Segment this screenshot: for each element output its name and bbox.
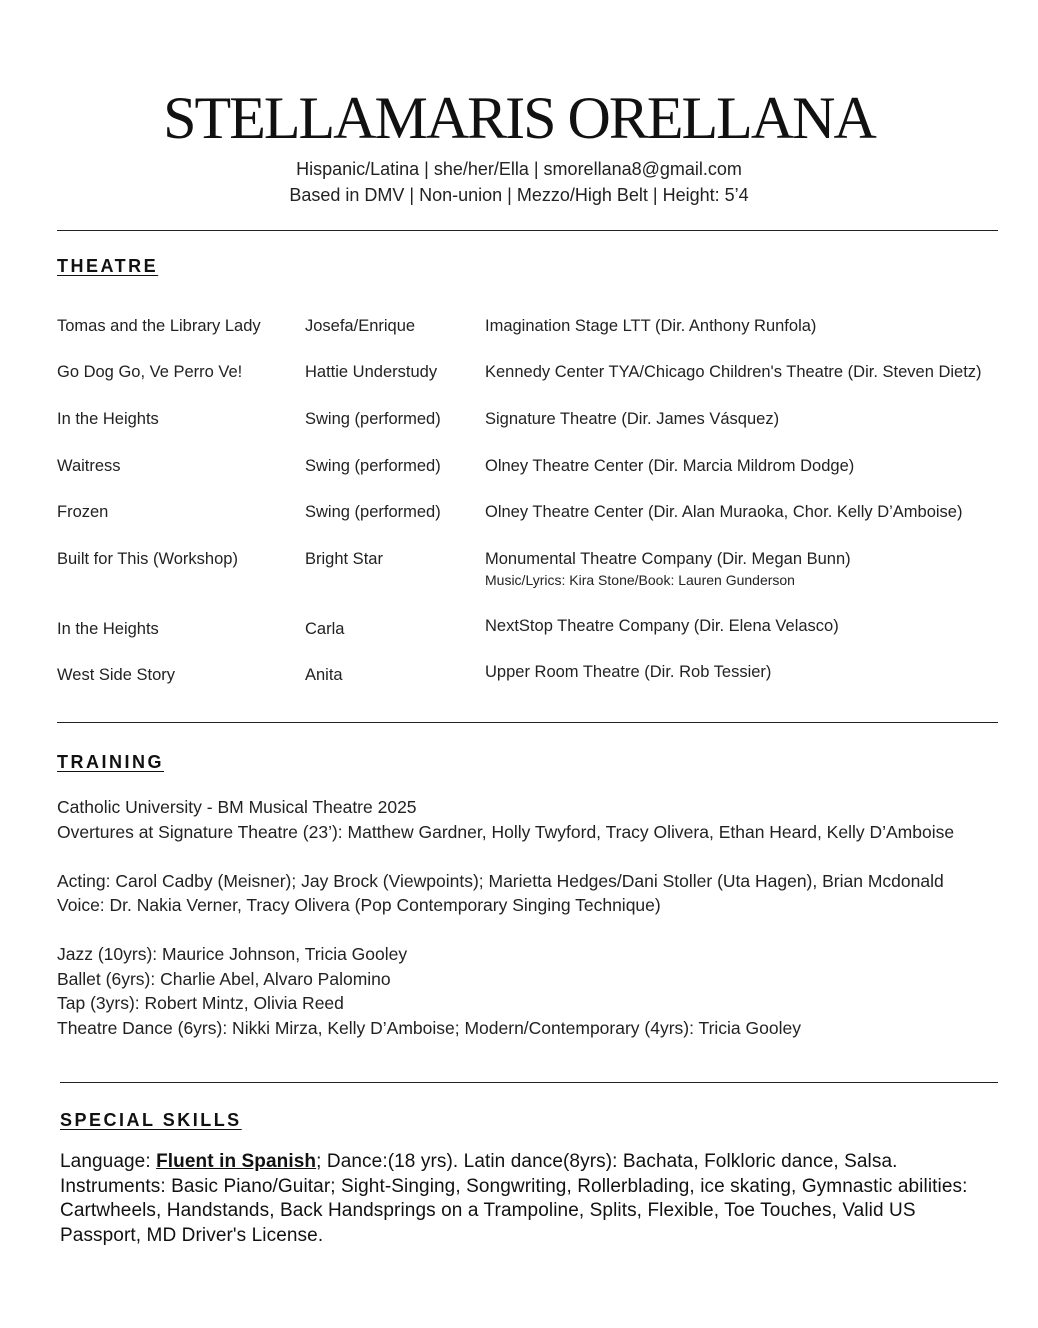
- credit-venue-text: Olney Theatre Center (Dir. Marcia Mildrom Dodge): [485, 457, 855, 475]
- credit-row: [57, 408, 1007, 448]
- credit-show: Waitress: [57, 457, 121, 475]
- training-block: [57, 795, 997, 1040]
- credit-venue-text: Olney Theatre Center (Dir. Alan Muraoka, Chor. Kelly D’Amboise): [485, 503, 963, 521]
- training-line: Voice: Dr. Nakia Verner, Tracy Olivera (Pop Contemporary Singing Technique): [57, 895, 661, 915]
- credit-role: Swing (performed): [305, 457, 441, 475]
- credit-role: Carla: [305, 620, 345, 638]
- credit-venue: [485, 361, 982, 383]
- credit-venue: [485, 661, 771, 683]
- theatre-heading: THEATRE: [57, 256, 159, 276]
- credit-show: Built for This (Workshop): [57, 550, 238, 568]
- divider: [60, 1082, 998, 1083]
- training-heading: TRAINING: [57, 752, 164, 772]
- credit-show: In the Heights: [57, 410, 159, 428]
- credit-note: Music/Lyrics: Kira Stone/Book: Lauren Gunderson: [485, 572, 795, 588]
- skills-language-value: Fluent in Spanish: [156, 1151, 317, 1172]
- credit-venue: [485, 455, 854, 477]
- skills-details: ; Dance:(18 yrs). Latin dance(8yrs): Bachata, Folkloric dance, Salsa. Instruments: Basic Piano/Guitar; Sight-Singing, Songwriting, Rollerblading, ice skating, Gymnastic abilities: Cartwheels, Handstands, Back Handsprings on a Trampoline, Splits, Flexible, Toe Touches, Valid US Passport, MD Driver's License.: [60, 1151, 968, 1247]
- divider: [57, 722, 998, 723]
- credit-show: Go Dog Go, Ve Perro Ve!: [57, 363, 243, 381]
- credit-venue-text: Kennedy Center TYA/Chicago Children's Theatre (Dir. Steven Dietz): [485, 363, 982, 381]
- credit-venue: [485, 615, 839, 637]
- spacer: [57, 918, 997, 943]
- spacer: [57, 844, 997, 869]
- credit-show: Frozen: [57, 503, 109, 521]
- training-line: Tap (3yrs): Robert Mintz, Olivia Reed: [57, 993, 344, 1013]
- skills-language-label: Language:: [60, 1151, 157, 1172]
- special-skills-text: [60, 1150, 1000, 1249]
- credit-row: [57, 664, 1007, 704]
- credit-role: Anita: [305, 666, 343, 684]
- credit-venue: [485, 315, 816, 337]
- credit-row: [57, 548, 1007, 592]
- resume-name: STELLAMARIS ORELLANA: [163, 85, 875, 151]
- training-line: Catholic University - BM Musical Theatre 2025: [57, 797, 417, 817]
- credit-row: [57, 315, 1007, 355]
- credit-show: In the Heights: [57, 620, 159, 638]
- credit-row: [57, 361, 1007, 401]
- credit-role: Swing (performed): [305, 503, 441, 521]
- credit-venue-text: Upper Room Theatre (Dir. Rob Tessier): [485, 663, 772, 681]
- credit-role: Bright Star: [305, 550, 383, 568]
- credit-role: Swing (performed): [305, 410, 441, 428]
- credit-role: Hattie Understudy: [305, 363, 438, 381]
- divider: [57, 230, 998, 231]
- credit-venue-text: Monumental Theatre Company (Dir. Megan Bunn): [485, 550, 851, 568]
- credit-venue: [485, 548, 851, 589]
- credit-show: West Side Story: [57, 666, 175, 684]
- credit-venue: [485, 501, 962, 523]
- credit-row: [57, 501, 1007, 541]
- credit-venue-text: Imagination Stage LTT (Dir. Anthony Runfola): [485, 317, 817, 335]
- credit-venue-text: NextStop Theatre Company (Dir. Elena Velasco): [485, 617, 839, 635]
- training-line: Acting: Carol Cadby (Meisner); Jay Brock (Viewpoints); Marietta Hedges/Dani Stoller (Uta Hagen), Brian Mcdonald: [57, 870, 944, 891]
- credit-venue-text: Signature Theatre (Dir. James Vásquez): [485, 410, 780, 428]
- special-skills-heading: SPECIAL SKILLS: [60, 1110, 242, 1130]
- training-line: Theatre Dance (6yrs): Nikki Mirza, Kelly D’Amboise; Modern/Contemporary (4yrs): Tricia Gooley: [57, 1017, 801, 1038]
- training-line: Ballet (6yrs): Charlie Abel, Alvaro Palomino: [57, 968, 391, 989]
- credit-show: Tomas and the Library Lady: [57, 317, 261, 335]
- credit-role: Josefa/Enrique: [305, 317, 416, 335]
- credit-row: [57, 455, 1007, 495]
- training-line: Jazz (10yrs): Maurice Johnson, Tricia Gooley: [57, 944, 408, 964]
- contact-line-details: Based in DMV | Non-union | Mezzo/High Belt | Height: 5’4: [289, 185, 749, 205]
- contact-line-identity: Hispanic/Latina | she/her/Ella | smorellana8@gmail.com: [296, 159, 742, 179]
- credit-venue: [485, 408, 779, 430]
- training-line: Overtures at Signature Theatre (23’): Matthew Gardner, Holly Twyford, Tracy Olivera, Ethan Heard, Kelly D’Amboise: [57, 821, 955, 842]
- credit-row: [57, 618, 1007, 658]
